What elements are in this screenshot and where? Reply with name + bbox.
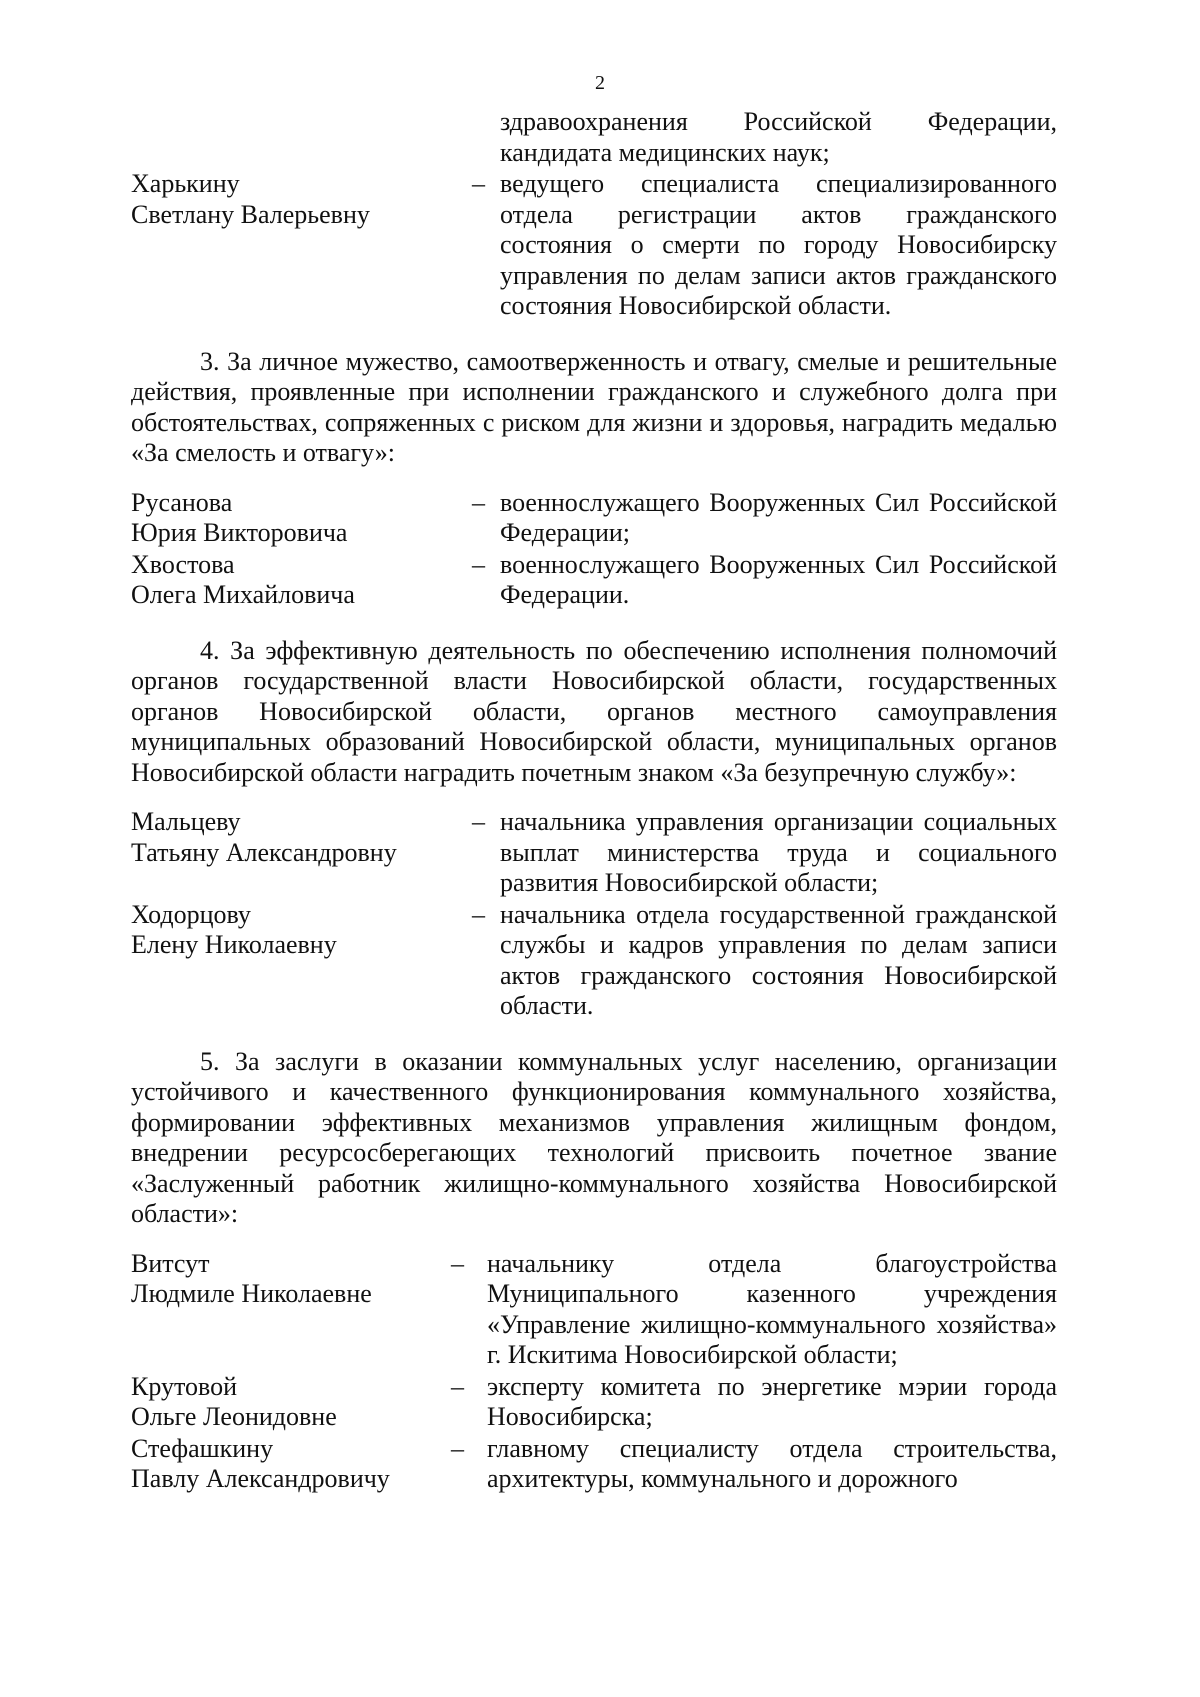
recipient-position: начальнику отдела благоустройства Муниципального казенного учреждения «Управление жилищно-коммунального хозяйства» г. Искитима Новосибирской области;	[487, 1248, 1057, 1369]
entry-dash: –	[472, 549, 485, 579]
recipient-position: эксперту комитета по энергетике мэрии города Новосибирска;	[487, 1371, 1057, 1431]
entry-dash: –	[472, 169, 485, 198]
recipient-position: военнослужащего Вооруженных Сил Российской Федерации.	[500, 549, 1057, 609]
award-entry	[131, 550, 1057, 611]
award-entry	[131, 900, 1057, 1022]
continuation-entry	[131, 107, 1057, 168]
recipient-position: начальника управления организации социальных выплат министерства труда и социального развития Новосибирской области;	[500, 807, 1057, 897]
entry-dash: –	[451, 1248, 464, 1278]
award-entry	[131, 807, 1057, 899]
award-entry	[131, 1372, 1057, 1433]
award-entry	[131, 169, 1057, 322]
section-3-text: 3. За личное мужество, самоотверженность и отвагу, смелые и решительные действия, проявленные при исполнении гражданского и служебного долга при обстоятельствах, сопряженных с риском для жизни и здоровья, наградить медалью «За смелость и отвагу»:	[131, 346, 1057, 467]
recipient-name: Мальцеву Татьяну Александровну	[131, 807, 397, 867]
award-entry	[131, 1249, 1057, 1371]
entry-dash: –	[472, 899, 485, 929]
document-body	[131, 107, 1057, 1495]
award-entry	[131, 1434, 1057, 1495]
recipient-name: Крутовой Ольге Леонидовне	[131, 1371, 337, 1431]
continuation-text: здравоохранения Российской Федерации, кандидата медицинских наук;	[500, 107, 1057, 167]
award-entry	[131, 488, 1057, 549]
entry-dash: –	[472, 807, 485, 836]
recipient-name: Ходорцову Елену Николаевну	[131, 899, 337, 959]
section-4-text: 4. За эффективную деятельность по обеспечению исполнения полномочий органов государственной власти Новосибирской области, государственных органов Новосибирской области, органов местного самоуправления муниципальных образований Новосибирской области, муниципальных органов Новосибирской области наградить почетным знаком «За безупречную службу»:	[131, 635, 1057, 787]
page-number: 2	[595, 72, 605, 94]
recipient-position: ведущего специалиста специализированного отдела регистрации актов гражданского состояния о смерти по городу Новосибирску управления по делам записи актов гражданского состояния Новосибирской области.	[500, 169, 1057, 320]
recipient-name: Хвостова Олега Михайловича	[131, 549, 355, 609]
section-5-text: 5. За заслуги в оказании коммунальных услуг населению, организации устойчивого и качественного функционирования коммунального хозяйства, формировании эффективных механизмов управления жилищным фондом, внедрении ресурсосберегающих технологий присвоить почетное звание «Заслуженный работник жилищно-коммунального хозяйства Новосибирской области»:	[131, 1046, 1057, 1228]
recipient-position: главному специалисту отдела строительства, архитектуры, коммунального и дорожного	[487, 1433, 1057, 1493]
entry-dash: –	[451, 1371, 464, 1401]
recipient-name: Харькину Светлану Валерьевну	[131, 169, 370, 229]
recipient-position: начальника отдела государственной гражданской службы и кадров управления по делам записи актов гражданского состояния Новосибирской области.	[500, 899, 1057, 1020]
recipient-name: Русанова Юрия Викторовича	[131, 487, 348, 547]
entry-dash: –	[451, 1433, 464, 1463]
entry-dash: –	[472, 487, 485, 517]
recipient-name: Витсут Людмиле Николаевне	[131, 1248, 372, 1308]
recipient-name: Стефашкину Павлу Александровичу	[131, 1433, 390, 1493]
recipient-position: военнослужащего Вооруженных Сил Российской Федерации;	[500, 487, 1057, 547]
